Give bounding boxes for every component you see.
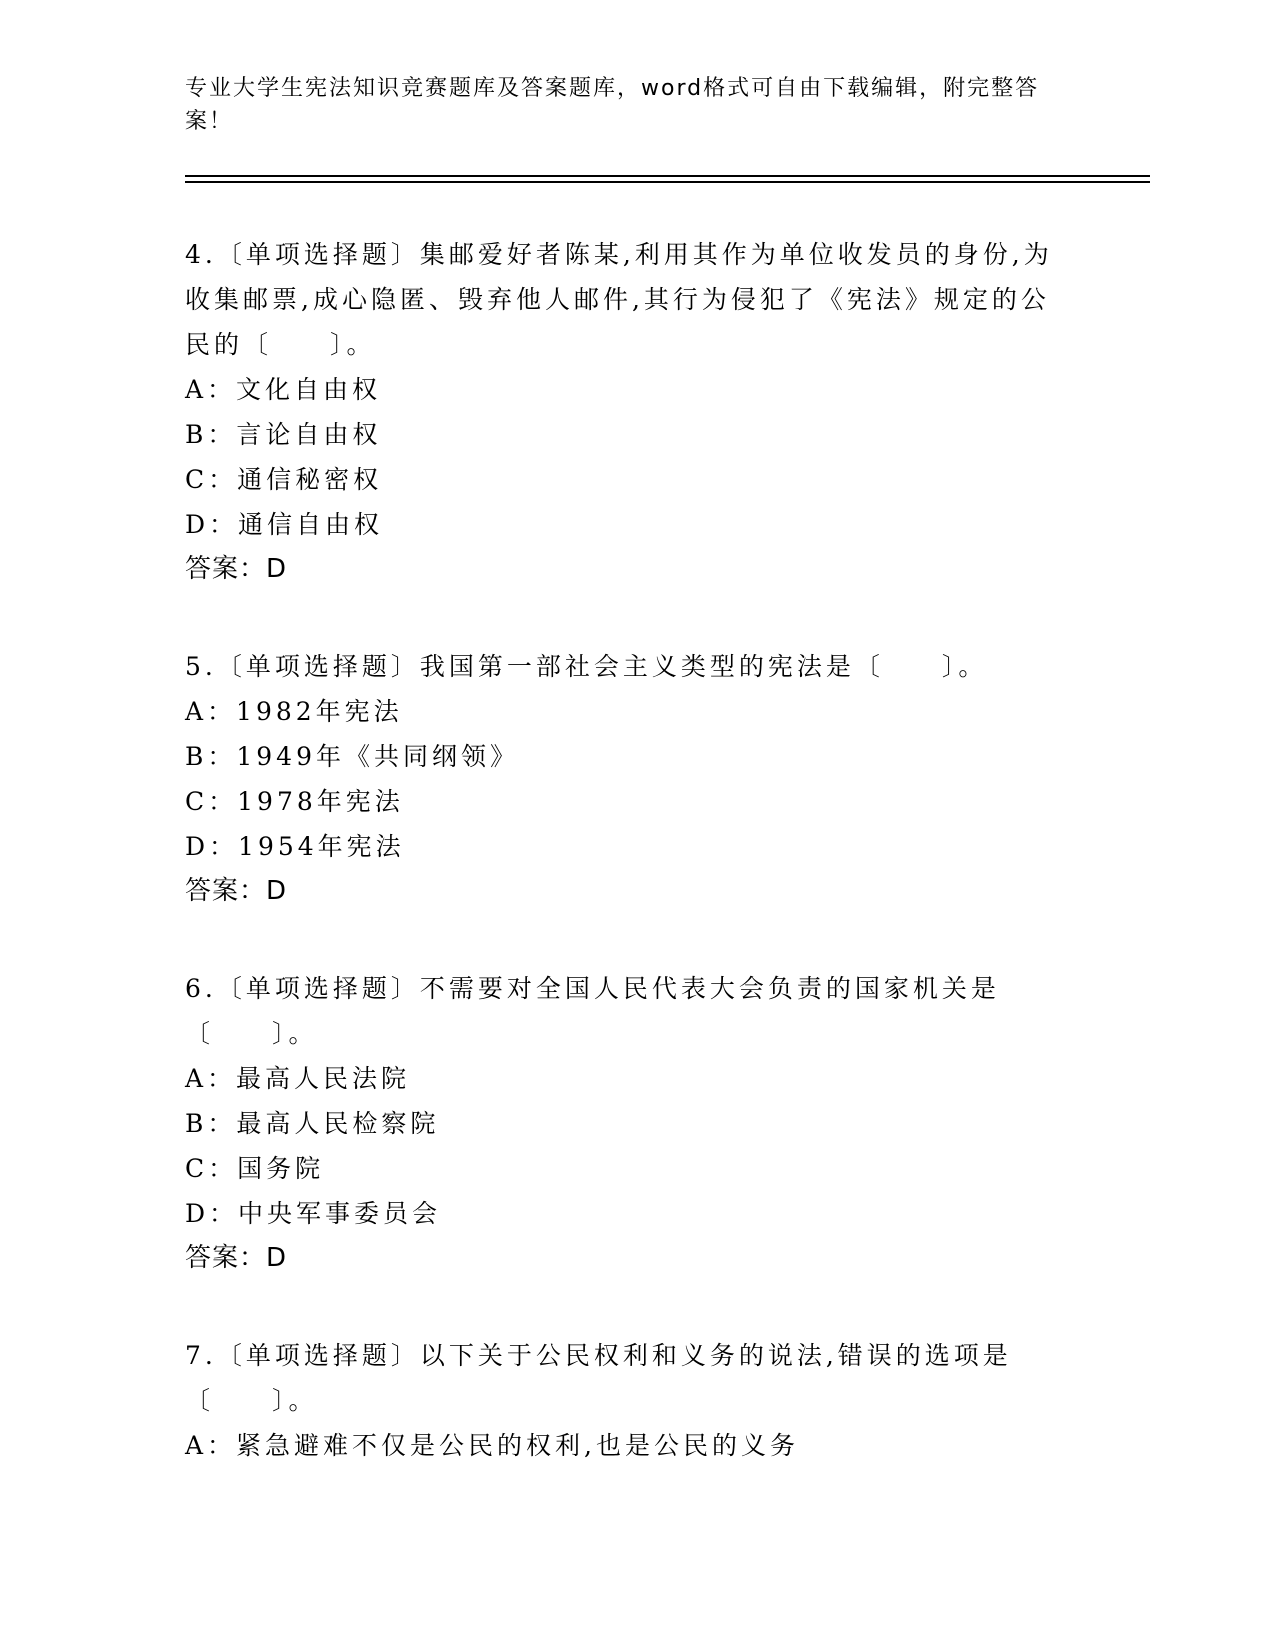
- option-b: B：1949年《共同纲领》: [185, 742, 519, 771]
- question-text: 6.〔单项选择题〕不需要对全国人民代表大会负责的国家机关是〔 〕。: [185, 974, 1000, 1048]
- option-a: A：1982年宪法: [185, 697, 403, 726]
- option-c: C：1978年宪法: [185, 787, 404, 816]
- option-d: D：1954年宪法: [185, 832, 405, 861]
- option-b: B：言论自由权: [185, 420, 382, 449]
- question-5: [185, 644, 1065, 914]
- option-b: B：最高人民检察院: [185, 1109, 440, 1138]
- question-text: 4.〔单项选择题〕集邮爱好者陈某,利用其作为单位收发员的身份,为收集邮票,成心隐匿、毁弃他人邮件,其行为侵犯了《宪法》规定的公民的〔 〕。: [185, 240, 1053, 359]
- document-header-title: 专业大学生宪法知识竞赛题库及答案题库，word格式可自由下载编辑，附完整答案！: [185, 76, 1040, 134]
- answer-line: 答案：D: [185, 876, 288, 906]
- question-text: 7.〔单项选择题〕以下关于公民权利和义务的说法,错误的选项是〔 〕。: [185, 1341, 1012, 1415]
- option-c: C：国务院: [185, 1154, 325, 1183]
- question-list: [185, 232, 1065, 1520]
- question-4: [185, 232, 1065, 592]
- option-c: C：通信秘密权: [185, 465, 383, 494]
- header-divider-top: [185, 175, 1150, 177]
- question-7: [185, 1333, 1065, 1468]
- header-divider-bottom: [185, 181, 1150, 183]
- option-a: A：紧急避难不仅是公民的权利,也是公民的义务: [185, 1431, 800, 1460]
- option-a: A：最高人民法院: [185, 1064, 411, 1093]
- question-text: 5.〔单项选择题〕我国第一部社会主义类型的宪法是〔 〕。: [185, 652, 988, 681]
- option-d: D：中央军事委员会: [185, 1199, 442, 1228]
- answer-line: 答案：D: [185, 554, 288, 584]
- question-6: [185, 966, 1065, 1281]
- option-d: D：通信自由权: [185, 510, 384, 539]
- option-a: A：文化自由权: [185, 375, 382, 404]
- answer-line: 答案：D: [185, 1243, 288, 1273]
